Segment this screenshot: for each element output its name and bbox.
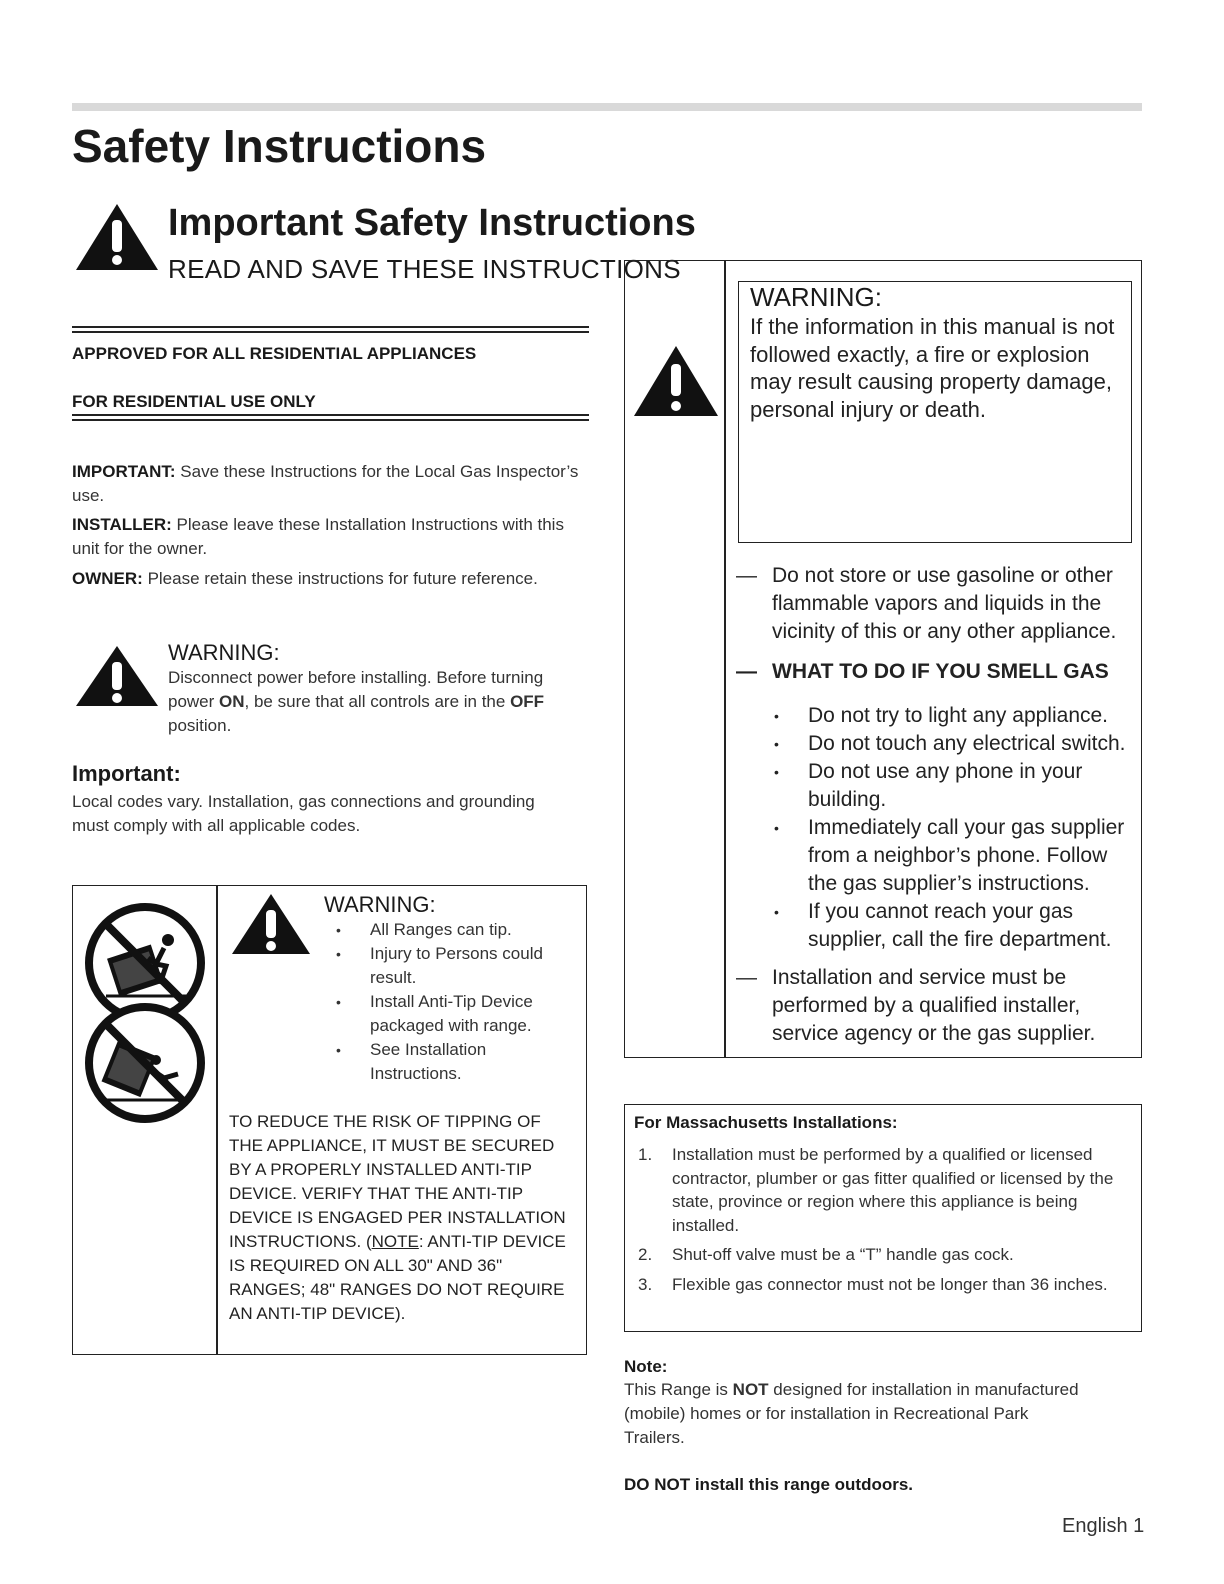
note-title: Note:	[624, 1357, 668, 1376]
warning-title: WARNING:	[168, 640, 280, 665]
list-item: • Do not use any phone in your building.	[772, 758, 1132, 814]
gas-warning-text: If the information in this manual is not followed exactly, a fire or explosion may result causing property damage, personal injury or death.	[750, 314, 1115, 422]
no-falling-range-icon	[82, 1000, 208, 1126]
list-item: • All Ranges can tip.	[330, 918, 580, 942]
tip-warning-list	[330, 918, 580, 1086]
important-safety-heading: Important Safety Instructions	[168, 202, 696, 244]
note-text: This Range is NOT designed for installation in manufactured (mobile) homes or for installation in Recreational Park Trailers.	[624, 1380, 1079, 1447]
list-item: • Do not try to light any appliance.	[772, 702, 1132, 730]
warning-triangle-icon	[230, 892, 312, 956]
massachusetts-title: For Massachusetts Installations:	[634, 1113, 898, 1132]
double-rule-bottom	[72, 414, 589, 421]
approved-label: APPROVED FOR ALL RESIDENTIAL APPLIANCES	[72, 344, 477, 363]
smell-gas-list	[772, 702, 1132, 954]
qualified-installer-item: — Installation and service must be performed by a qualified installer, service agency or the gas supplier.	[736, 966, 1096, 1045]
list-item: • Injury to Persons could result.	[330, 942, 580, 990]
list-item: • If you cannot reach your gas supplier, call the fire department.	[772, 898, 1132, 954]
list-item: • See Installation Instructions.	[330, 1038, 580, 1086]
list-item: 2. Shut-off valve must be a “T” handle gas cock.	[638, 1245, 1014, 1264]
list-item: 1. Installation must be performed by a qualified or licensed contractor, plumber or gas fitter qualified or licensed by the state, province or region where this appliance is being installed.	[638, 1145, 1114, 1235]
local-codes-text: Local codes vary. Installation, gas connections and grounding must comply with all applicable codes.	[72, 792, 535, 835]
no-gasoline-item: — Do not store or use gasoline or other flammable vapors and liquids in the vicinity of this or any other appliance.	[736, 564, 1117, 643]
warning-triangle-icon	[632, 344, 720, 418]
residential-label: FOR RESIDENTIAL USE ONLY	[72, 392, 316, 411]
do-not-install-outdoors: DO NOT install this range outdoors.	[624, 1475, 914, 1494]
page-title: Safety Instructions	[72, 120, 487, 172]
list-item: 3. Flexible gas connector must not be longer than 36 inches.	[638, 1274, 1108, 1294]
anti-tip-caps-text: TO REDUCE THE RISK OF TIPPING OF THE APPLIANCE, IT MUST BE SECURED BY A PROPERLY INSTALLED ANTI-TIP DEVICE. VERIFY THAT THE ANTI-TIP DEVICE IS ENGAGED PER INSTALLATION INSTRUCTIONS. (NOTE: ANTI-TIP DEVICE IS REQUIRED ON ALL 30" AND 36" RANGES; 48" RANGES DO NOT REQUIRE AN ANTI-TIP DEVICE).	[229, 1112, 566, 1323]
important-title: Important:	[72, 761, 181, 786]
page-number: English 1	[1062, 1515, 1145, 1537]
read-and-save-subheading: READ AND SAVE THESE INSTRUCTIONS	[168, 254, 681, 284]
top-rule	[72, 103, 1142, 111]
important-paragraph: IMPORTANT: Save these Instructions for the Local Gas Inspector’s use.	[72, 462, 579, 505]
warning-triangle-icon	[74, 202, 160, 272]
double-rule-top	[72, 326, 589, 333]
gas-warning-title: WARNING:	[750, 282, 882, 312]
smell-gas-heading: — WHAT TO DO IF YOU SMELL GAS	[736, 660, 1109, 683]
installer-paragraph: INSTALLER: Please leave these Installation Instructions with this unit for the owner.	[72, 515, 564, 558]
warning-triangle-icon	[74, 644, 160, 708]
massachusetts-list	[634, 1143, 1134, 1302]
box-divider	[216, 885, 218, 1355]
owner-paragraph: OWNER: Please retain these instructions for future reference.	[72, 569, 538, 588]
disconnect-power-warning: Disconnect power before installing. Before turning power ON, be sure that all controls are in the OFF position.	[168, 668, 545, 735]
list-item: • Do not touch any electrical switch.	[772, 730, 1132, 758]
box-divider	[724, 260, 726, 1058]
list-item: • Install Anti-Tip Device packaged with range.	[330, 990, 580, 1038]
list-item: • Immediately call your gas supplier from a neighbor’s phone. Follow the gas supplier’s instructions.	[772, 814, 1132, 898]
tip-warning-title: WARNING:	[324, 892, 436, 917]
